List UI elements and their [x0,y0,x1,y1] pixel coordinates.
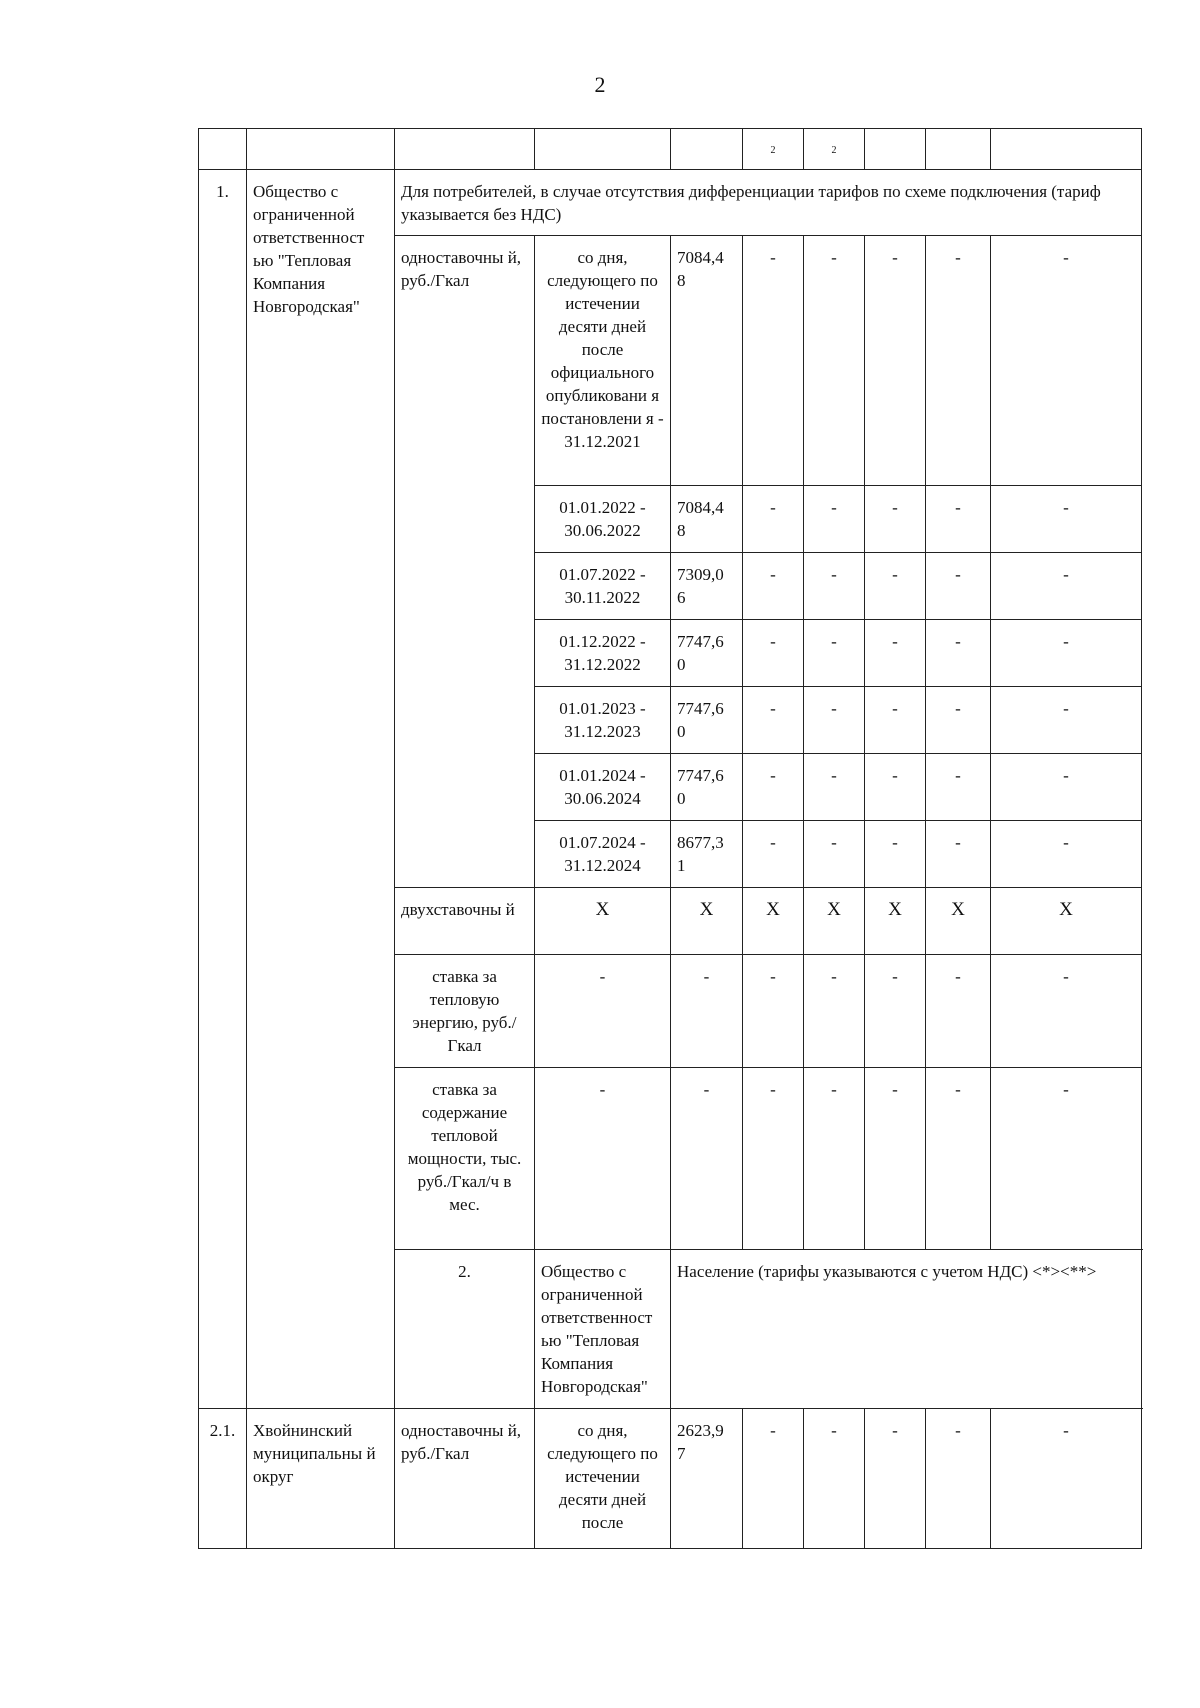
header-cell [535,129,671,170]
dash-cell: - [865,236,926,486]
heat-energy-rate-label: ставка за тепловую энергию, руб./Гкал [395,955,535,1068]
tariff-kind-single: одноставочны й, руб./Гкал [395,1409,535,1549]
dash-cell: - [926,687,991,754]
x-cell: X [991,888,1142,955]
dash-cell: - [991,1409,1142,1549]
dash-cell: - [804,687,865,754]
dash-cell: - [991,553,1142,620]
tariff-value: 7747,6 0 [671,754,743,821]
period-cell: 01.12.2022 - 31.12.2022 [535,620,671,687]
dash-cell: - [743,486,804,553]
dash-cell: - [926,553,991,620]
row-number: 2.1. [199,1409,247,1549]
organization-name: Общество с ограниченной ответственност ью "Тепловая Компания Новгородская" [535,1250,671,1409]
period-cell: со дня, следующего по истечении десяти дней после [535,1409,671,1549]
row-number: 1. [199,170,247,1409]
table-row [199,170,1142,236]
period-cell: со дня, следующего по истечении десяти дней после официального опубликовани я постановлени я - 31.12.2021 [535,236,671,486]
period-cell: 01.01.2023 - 31.12.2023 [535,687,671,754]
dash-cell: - [865,1068,926,1250]
tariff-value: 7309,0 6 [671,553,743,620]
dash-cell: - [804,1409,865,1549]
header-cell [247,129,395,170]
tariff-value: 7747,6 0 [671,620,743,687]
section-note: Население (тарифы указываются с учетом НДС) <*><**> [671,1250,1142,1409]
dash-cell: - [743,687,804,754]
header-cell [991,129,1142,170]
dash-cell: - [743,553,804,620]
dash-cell: - [535,955,671,1068]
dash-cell: - [743,955,804,1068]
dash-cell: - [926,821,991,888]
dash-cell: - [926,1068,991,1250]
dash-cell: - [743,620,804,687]
dash-cell: - [991,620,1142,687]
x-cell: X [535,888,671,955]
dash-cell: - [535,1068,671,1250]
dash-cell: - [865,687,926,754]
dash-cell: - [991,955,1142,1068]
dash-cell: - [926,955,991,1068]
x-cell: X [671,888,743,955]
page-number: 2 [594,72,606,97]
tariff-value: 7747,6 0 [671,687,743,754]
organization-name: Общество с ограниченной ответственност ью "Тепловая Компания Новгородская" [247,170,395,1409]
district-name: Хвойнинский муниципальны й округ [247,1409,395,1549]
dash-cell: - [743,1409,804,1549]
tariff-value: 7084,4 8 [671,486,743,553]
dash-cell: - [743,821,804,888]
period-cell: 01.07.2024 - 31.12.2024 [535,821,671,888]
tariff-table [198,128,1142,1549]
tariff-value: 7084,4 8 [671,236,743,486]
dash-cell: - [671,1068,743,1250]
header-row [199,129,1142,170]
dash-cell: - [991,236,1142,486]
dash-cell: - [804,236,865,486]
dash-cell: - [991,821,1142,888]
dash-cell: - [804,754,865,821]
tariff-kind-single: одноставочны й, руб./Гкал [395,236,535,888]
x-cell: X [804,888,865,955]
header-cell [865,129,926,170]
dash-cell: - [991,687,1142,754]
dash-cell: - [865,486,926,553]
x-cell: X [926,888,991,955]
dash-cell: - [743,754,804,821]
row-number: 2. [395,1250,535,1409]
period-cell: 01.07.2022 - 30.11.2022 [535,553,671,620]
dash-cell: - [991,486,1142,553]
dash-cell: - [743,236,804,486]
dash-cell: - [926,754,991,821]
x-cell: X [743,888,804,955]
dash-cell: - [991,754,1142,821]
tariff-value: 8677,3 1 [671,821,743,888]
dash-cell: - [865,754,926,821]
table-row [199,1409,1142,1549]
dash-cell: - [804,486,865,553]
header-cell [199,129,247,170]
capacity-rate-label: ставка за содержание тепловой мощности, тыс. руб./Гкал/ч в мес. [395,1068,535,1250]
dash-cell: - [865,821,926,888]
dash-cell: - [804,821,865,888]
dash-cell: - [743,1068,804,1250]
dash-cell: - [671,955,743,1068]
dash-cell: - [865,553,926,620]
dash-cell: - [926,1409,991,1549]
dash-cell: - [926,486,991,553]
dash-cell: - [804,553,865,620]
dash-cell: - [865,620,926,687]
tariff-kind-two-rate: двухставочны й [395,888,535,955]
dash-cell: - [804,620,865,687]
dash-cell: - [804,1068,865,1250]
dash-cell: - [804,955,865,1068]
dash-cell: - [865,955,926,1068]
period-cell: 01.01.2024 - 30.06.2024 [535,754,671,821]
header-cell: 2 [743,129,804,170]
period-cell: 01.01.2022 - 30.06.2022 [535,486,671,553]
dash-cell: - [865,1409,926,1549]
dash-cell: - [926,620,991,687]
header-cell [671,129,743,170]
dash-cell: - [926,236,991,486]
header-cell [926,129,991,170]
section-note: Для потребителей, в случае отсутствия дифференциации тарифов по схеме подключения (тариф указывается без НДС) [395,170,1142,236]
tariff-value: 2623,9 7 [671,1409,743,1549]
header-cell [395,129,535,170]
x-cell: X [865,888,926,955]
header-cell: 2 [804,129,865,170]
dash-cell: - [991,1068,1142,1250]
